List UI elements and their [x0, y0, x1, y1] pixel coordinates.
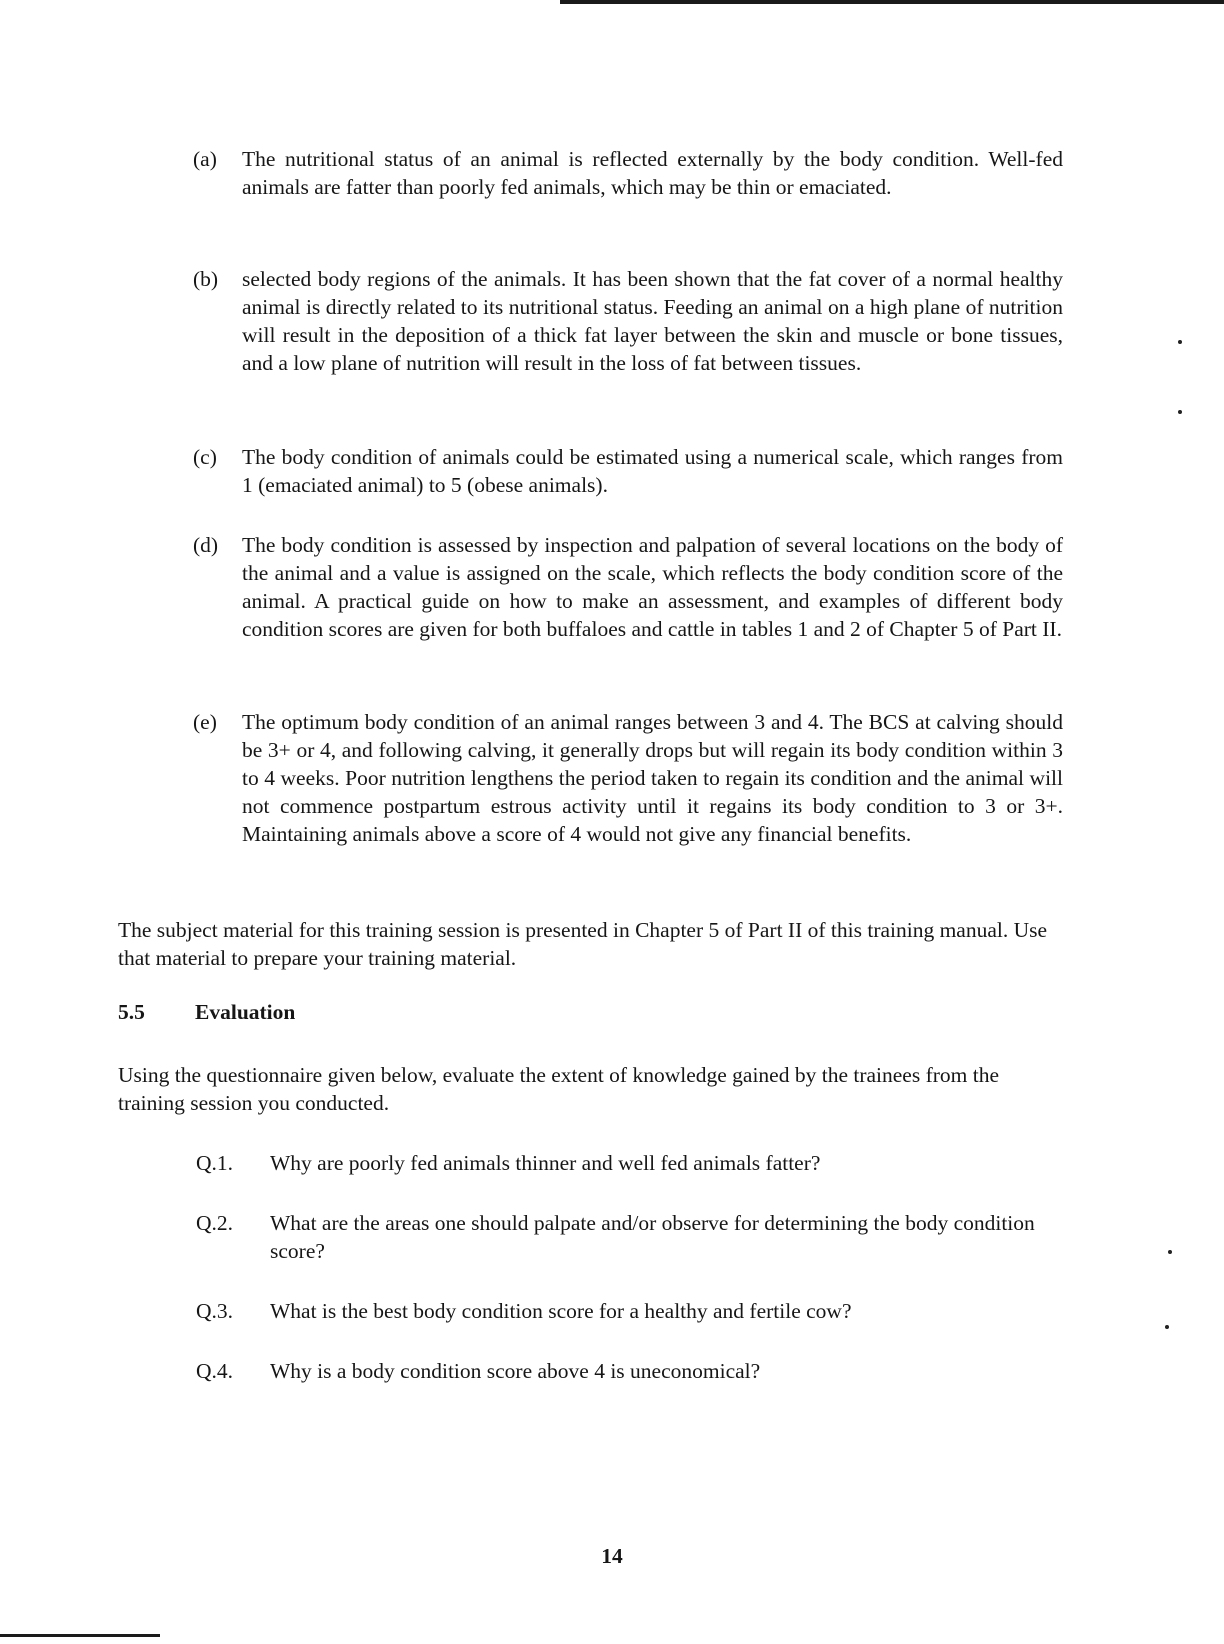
- section-title: Evaluation: [195, 1000, 296, 1024]
- evaluation-intro: Using the questionnaire given below, evaluate the extent of knowledge gained by the trainees from the training session you conducted.: [118, 1063, 1000, 1115]
- scan-speck: [1178, 340, 1182, 344]
- page-number: 14: [601, 1544, 623, 1568]
- list-item-label: (b): [193, 267, 219, 291]
- question-label: Q.3.: [196, 1299, 234, 1323]
- question-2: [196, 1209, 1066, 1265]
- question-label: Q.2.: [196, 1211, 234, 1235]
- subject-paragraph: The subject material for this training session is presented in Chapter 5 of Part II of this training manual. Use that material to prepare your training material.: [118, 918, 1048, 970]
- list-item-label: (e): [193, 710, 217, 734]
- list-item-text: The body condition of animals could be estimated using a numerical scale, which ranges from 1 (emaciated animal) to 5 (obese animals).: [242, 445, 1063, 497]
- question-4: [196, 1357, 1066, 1385]
- list-item-a: [193, 145, 1063, 201]
- list-item-text: selected body regions of the animals. It has been shown that the fat cover of a normal healthy animal is directly related to its nutritional status. Feeding an animal on a high plane of nutrition will result in the deposition of a thick fat layer between the skin and muscle or bone tissues, and a low plane of nutrition will result in the loss of fat between tissues.: [242, 267, 1063, 375]
- list-item-d: [193, 531, 1063, 643]
- list-item-label: (a): [193, 147, 217, 171]
- section-heading: [118, 998, 295, 1026]
- list-item-c: [193, 443, 1063, 499]
- scan-edge-bottom: [0, 1634, 160, 1637]
- scan-speck: [1165, 1325, 1169, 1329]
- question-label: Q.1.: [196, 1151, 234, 1175]
- question-text: What is the best body condition score for a healthy and fertile cow?: [270, 1299, 852, 1323]
- list-item-label: (c): [193, 445, 217, 469]
- question-text: Why are poorly fed animals thinner and well fed animals fatter?: [270, 1151, 821, 1175]
- question-text: What are the areas one should palpate and/or observe for determining the body condition score?: [270, 1211, 1035, 1263]
- scan-speck: [1178, 410, 1182, 414]
- scan-speck: [1168, 1250, 1172, 1254]
- list-item-label: (d): [193, 533, 219, 557]
- question-label: Q.4.: [196, 1359, 234, 1383]
- list-item-b: [193, 265, 1063, 377]
- list-item-text: The body condition is assessed by inspection and palpation of several locations on the body of the animal and a value is assigned on the scale, which reflects the body condition score of the animal. A practical guide on how to make an assessment, and examples of different body condition scores are given for both buffaloes and cattle in tables 1 and 2 of Chapter 5 of Part II.: [242, 533, 1063, 641]
- list-item-text: The optimum body condition of an animal ranges between 3 and 4. The BCS at calving should be 3+ or 4, and following calving, it generally drops but will regain its body condition within 3 to 4 weeks. Poor nutrition lengthens the period taken to regain its condition and the animal will not commence postpartum estrous activity until it regains its body condition to 3 or 3+. Maintaining animals above a score of 4 would not give any financial benefits.: [242, 710, 1063, 846]
- list-item-e: [193, 708, 1063, 848]
- question-1: [196, 1149, 1066, 1177]
- scan-edge-top: [560, 0, 1224, 4]
- question-3: [196, 1297, 1066, 1325]
- section-number: 5.5: [118, 1000, 145, 1024]
- question-text: Why is a body condition score above 4 is uneconomical?: [270, 1359, 761, 1383]
- list-item-text: The nutritional status of an animal is reflected externally by the body condition. Well-fed animals are fatter than poorly fed animals, which may be thin or emaciated.: [242, 147, 1063, 199]
